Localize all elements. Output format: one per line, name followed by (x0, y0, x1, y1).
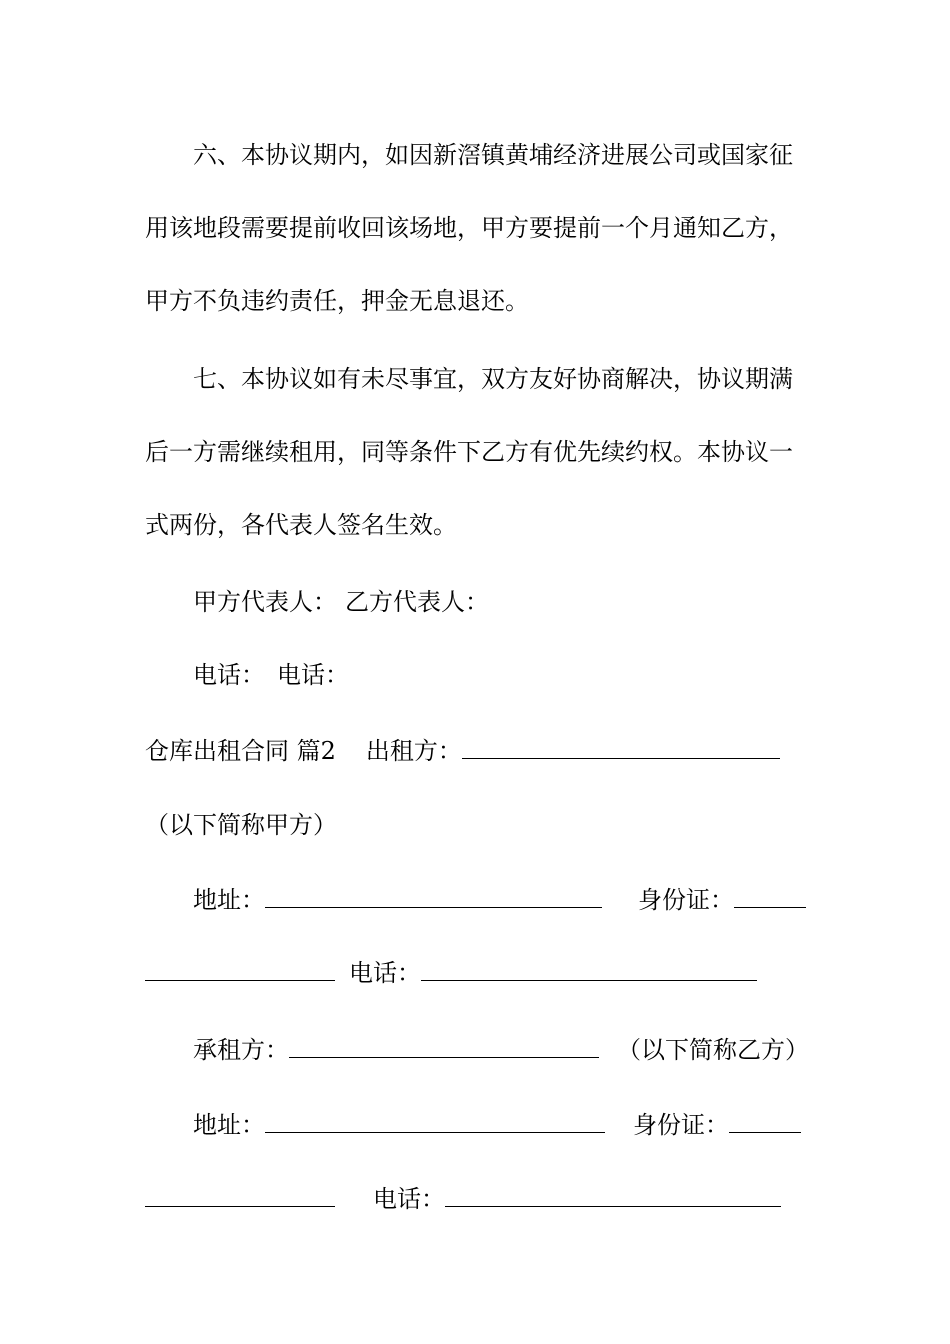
party-b-rep-label: 乙方代表人： (345, 588, 489, 616)
address-label-2: 地址： (193, 1111, 265, 1139)
clause-7-line-3: 式两份，各代表人签名生效。 (145, 511, 457, 539)
address-label: 地址： (193, 886, 265, 914)
lessor-address-blank[interactable] (265, 885, 602, 908)
id-label-2: 身份证： (633, 1111, 729, 1139)
lessee-address-line (193, 1110, 858, 1140)
lessee-blank[interactable] (289, 1035, 599, 1058)
lessee-id-blank-part1[interactable] (729, 1110, 801, 1133)
clause-6-line-2: 用该地段需要提前收回该场地，甲方要提前一个月通知乙方， (145, 214, 793, 242)
lessee-line (193, 1035, 858, 1065)
party-a-rep-label: 甲方代表人： (193, 588, 337, 616)
contract-2-title: 仓库出租合同 篇2 (145, 737, 336, 765)
lessee-label: 承租方： (193, 1036, 289, 1064)
lessor-phone-blank[interactable] (421, 958, 757, 981)
lessee-note: （以下简称乙方） (617, 1036, 809, 1064)
signature-phones-line (193, 660, 858, 690)
lessor-id-blank-part1[interactable] (734, 885, 806, 908)
lessor-note-line (145, 810, 810, 840)
clause-7-line-1: 七、本协议如有未尽事宜，双方友好协商解决，协议期满 (193, 365, 793, 393)
lessee-id-blank-part2[interactable] (145, 1184, 335, 1207)
contract-2-header-line (145, 736, 810, 766)
signature-reps-line (193, 587, 858, 617)
phone-label: 电话： (349, 959, 421, 987)
clause-6-line-3: 甲方不负违约责任，押金无息退还。 (145, 287, 529, 315)
lessor-blank[interactable] (462, 736, 780, 759)
lessor-address-line (193, 885, 858, 915)
lessor-id-phone-line (145, 958, 810, 988)
clause-7-line-2: 后一方需继续租用，同等条件下乙方有优先续约权。本协议一 (145, 438, 793, 466)
lessor-note: （以下简称甲方） (145, 811, 337, 839)
lessee-phone-blank[interactable] (445, 1184, 781, 1207)
phone-b-label: 电话： (277, 661, 349, 689)
lessor-label: 出租方： (365, 737, 462, 765)
clause-6-line-1: 六、本协议期内，如因新滘镇黄埔经济进展公司或国家征 (193, 141, 793, 169)
lessee-id-phone-line (145, 1184, 810, 1214)
phone-label-2: 电话： (373, 1185, 445, 1213)
id-label: 身份证： (638, 886, 734, 914)
lessee-address-blank[interactable] (265, 1110, 605, 1133)
phone-a-label: 电话： (193, 661, 265, 689)
lessor-id-blank-part2[interactable] (145, 958, 335, 981)
